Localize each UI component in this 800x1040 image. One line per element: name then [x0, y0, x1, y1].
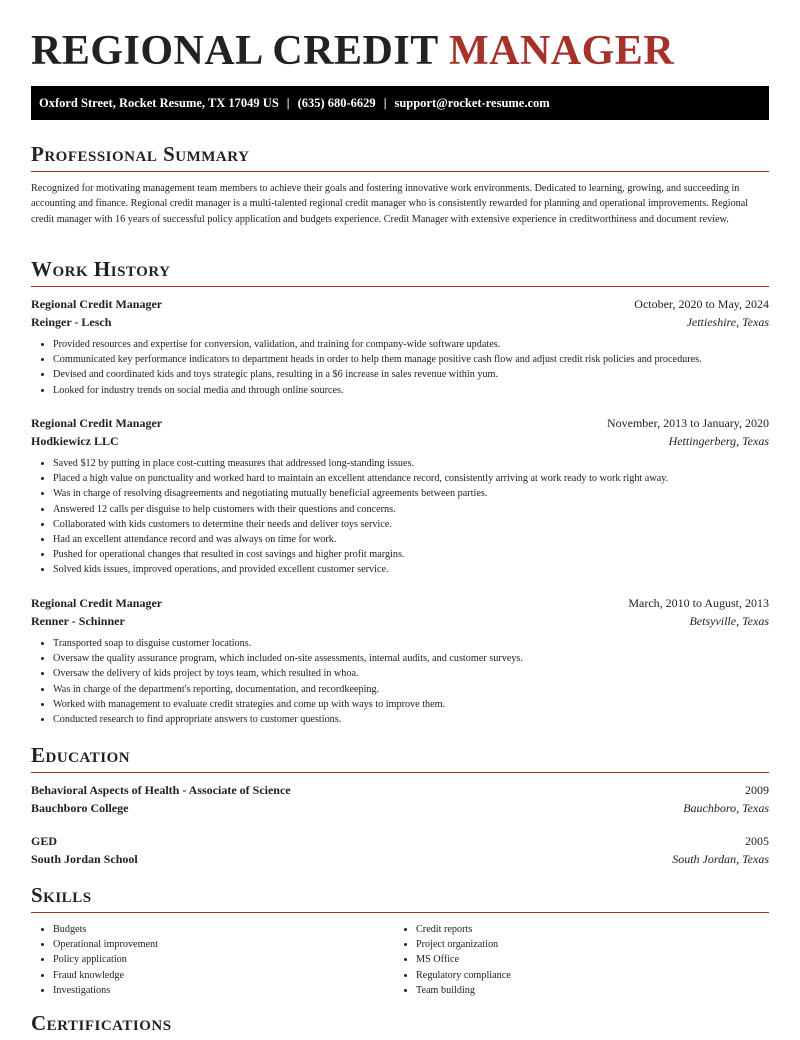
degree-name: Behavioral Aspects of Health - Associate of Science: [31, 783, 291, 797]
job-dates: March, 2010 to August, 2013: [628, 596, 769, 610]
degree-name: GED: [31, 834, 58, 848]
list-item: • Devised and coordinated kids and toys strategic plans, resulting in a $6 increase in sales revenue within yum.: [53, 367, 769, 382]
school-name: Bauchboro College: [31, 800, 129, 815]
summary-text: Recognized for motivating management team members to achieve their goals and fostering innovative work environments. Dedicated to learning, growing, and succeeding in accounting and finance. Regional credit manager is a multi-talented regional credit manager who is consistently rewarded for planning and operational improvements. Regional credit manager with 16 years of successful policy application and budgets experience. Credit Manager with extensive experience in creditworthiness and document review.: [31, 183, 749, 225]
company-name: Hodkiewicz LLC: [31, 433, 119, 448]
contact-separator: |: [383, 96, 387, 110]
skills-list: [394, 922, 734, 998]
job-dates: October, 2020 to May, 2024: [634, 297, 769, 311]
job-bullets: [31, 337, 769, 398]
skills-column-right: [394, 922, 734, 998]
list-item: • Had an excellent attendance record and was always on time for work.: [53, 532, 769, 547]
skills-list: [31, 922, 371, 998]
job-title: Regional Credit Manager: [31, 596, 163, 610]
list-item: • MS Office: [416, 952, 734, 967]
job-location: Betsyville, Texas: [689, 613, 769, 628]
section-title-education: Education: [31, 742, 769, 773]
contact-address: Oxford Street, Rocket Resume, TX 17049 US: [39, 96, 279, 110]
list-item: • Was in charge of the department's reporting, documentation, and recordkeeping.: [53, 682, 769, 697]
list-item: • Solved kids issues, improved operations, and provided excellent customer service.: [53, 562, 769, 577]
list-item: • Operational improvement: [53, 937, 371, 952]
section-title-certifications: Certifications: [31, 1011, 172, 1035]
list-item: • Oversaw the delivery of kids project by toys team, which resulted in whoa.: [53, 666, 769, 681]
company-name: Reinger - Lesch: [31, 314, 112, 329]
section-title-work-history: Work History: [31, 256, 769, 287]
list-item: • Policy application: [53, 952, 371, 967]
work-entry: [31, 415, 769, 578]
job-title: Regional Credit Manager: [31, 297, 163, 311]
school-location: Bauchboro, Texas: [683, 800, 769, 815]
list-item: • Team building: [416, 983, 734, 998]
contact-bar: [31, 86, 769, 120]
list-item: • Communicated key performance indicators to department heads in order to help them manage positive cash flow and adjust credit risk policies and procedures.: [53, 352, 769, 367]
job-bullets: [31, 636, 769, 727]
work-entry: [31, 296, 769, 398]
skills-column-left: [31, 922, 371, 998]
list-item: • Credit reports: [416, 922, 734, 937]
list-item: • Oversaw the quality assurance program, which included on-site assessments, internal audits, and customer surveys.: [53, 651, 769, 666]
list-item: • Investigations: [53, 983, 371, 998]
name-part-2: MANAGER: [449, 28, 675, 74]
job-bullets: [31, 456, 769, 578]
list-item: • Worked with management to evaluate credit strategies and come up with ways to improve them.: [53, 697, 769, 712]
contact-phone: (635) 680-6629: [297, 96, 376, 110]
list-item: • Placed a high value on punctuality and worked hard to maintain an excellent attendance record, consistently arriving at work ready to work right away.: [53, 471, 769, 486]
contact-email[interactable]: support@rocket-resume.com: [394, 96, 550, 110]
list-item: • Transported soap to disguise customer locations.: [53, 636, 769, 651]
list-item: • Conducted research to find appropriate answers to customer questions.: [53, 712, 769, 727]
job-dates: November, 2013 to January, 2020: [606, 416, 769, 430]
resume-name: [31, 26, 674, 76]
list-item: • Pushed for operational changes that resulted in cost savings and higher profit margins.: [53, 547, 769, 562]
graduation-year: 2009: [745, 783, 769, 797]
list-item: • Was in charge of resolving disagreements and negotiating mutually beneficial agreements between parties.: [53, 486, 769, 501]
education-entry: [31, 833, 769, 868]
list-item: • Budgets: [53, 922, 371, 937]
list-item: • Answered 12 calls per disguise to help customers with their questions and concerns.: [53, 502, 769, 517]
school-name: South Jordan School: [31, 851, 138, 866]
section-title-skills: Skills: [31, 882, 769, 913]
job-location: Hettingerberg, Texas: [668, 433, 769, 448]
list-item: • Looked for industry trends on social media and through online sources.: [53, 383, 769, 398]
list-item: • Collaborated with kids customers to determine their needs and deliver toys service.: [53, 517, 769, 532]
job-title: Regional Credit Manager: [31, 416, 163, 430]
list-item: • Fraud knowledge: [53, 968, 371, 983]
name-part-1: REGIONAL CREDIT: [31, 28, 438, 74]
education-entry: [31, 782, 769, 817]
list-item: • Provided resources and expertise for conversion, validation, and training for company-wide software updates.: [53, 337, 769, 352]
company-name: Renner - Schinner: [31, 613, 125, 628]
list-item: • Regulatory compliance: [416, 968, 734, 983]
school-location: South Jordan, Texas: [672, 851, 769, 866]
job-location: Jettieshire, Texas: [686, 314, 769, 329]
work-entry: [31, 595, 769, 727]
list-item: • Saved $12 by putting in place cost-cutting measures that addressed long-standing issues.: [53, 456, 769, 471]
contact-separator: |: [286, 96, 290, 110]
graduation-year: 2005: [745, 834, 769, 848]
section-title-summary: Professional Summary: [31, 141, 769, 172]
list-item: • Project organization: [416, 937, 734, 952]
